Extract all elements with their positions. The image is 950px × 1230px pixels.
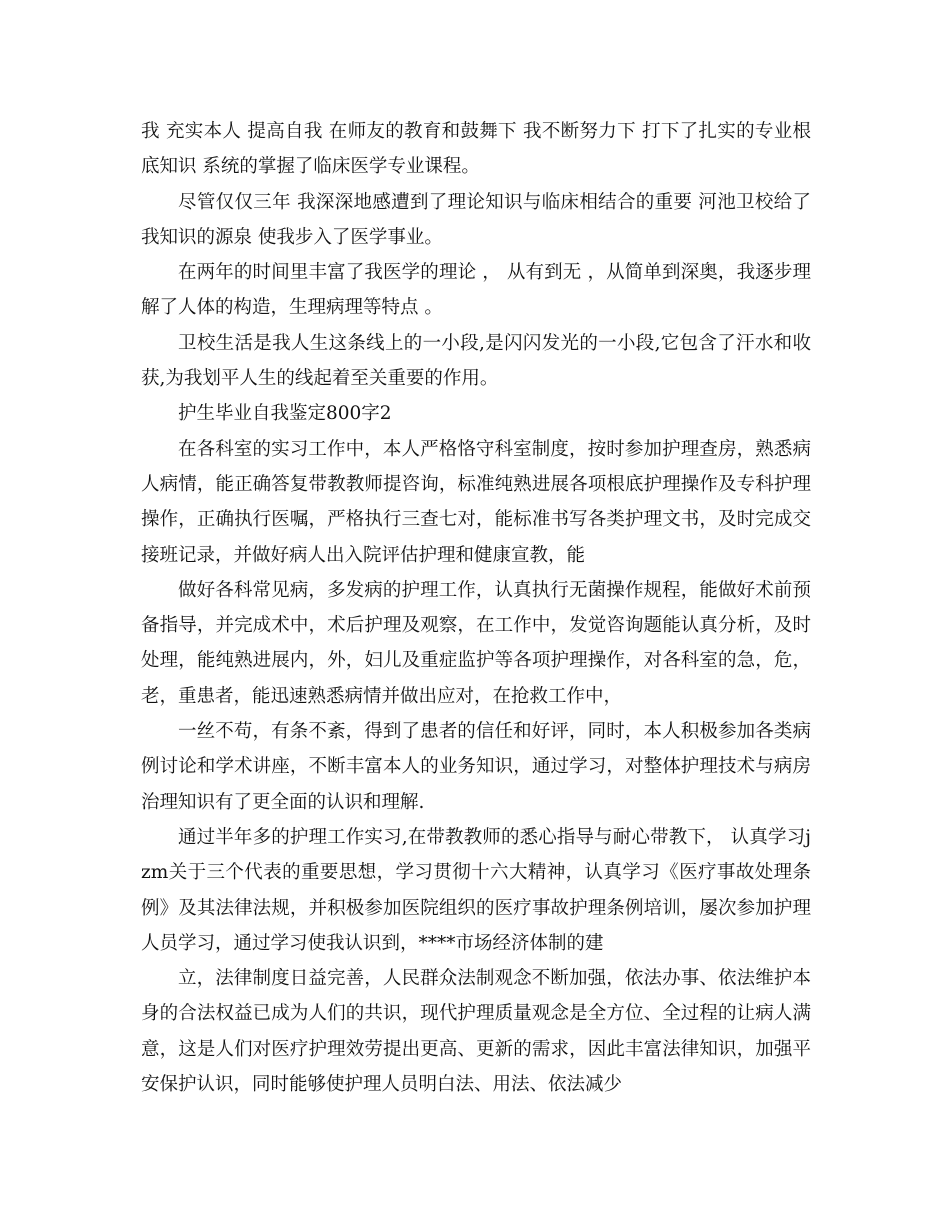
paragraph-6: 做好各科常见病，多发病的护理工作，认真执行无菌操作规程，能做好术前预备指导，并完成术中，术后护理及观察，在工作中，发觉咨询题能认真分析，及时处理，能纯熟进展内，外，妇儿及重症监护等各项护理操作，对各科室的急，危，老，重患者，能迅速熟悉病情并做出应对，在抢救工作中， [141,579,811,707]
document-body [141,114,811,1102]
paragraph-8: 通过半年多的护理工作实习,在带教教师的悉心指导与耐心带教下， 认真学习jzm关于三个代表的重要思想，学习贯彻十六大精神，认真学习《医疗事故处理条例》及其法律法规，并积极参加医院组织的医疗事故护理条例培训，屡次参加护理人员学习，通过学习使我认识到，****市场经济体制的建 [141,826,811,954]
paragraph-3: 在两年的时间里丰富了我医学的理论 ， 从有到无 ，从简单到深奥，我逐步理解了人体的构造，生理病理等特点 。 [141,262,811,319]
paragraph-9: 立，法律制度日益完善，人民群众法制观念不断加强，依法办事、依法维护本身的合法权益已成为人们的共识，现代护理质量观念是全方位、全过程的让病人满意，这是人们对医疗护理效劳提出更高、更新的需求，因此丰富法律知识，加强平安保护认识，同时能够使护理人员明白法、用法、依法减少 [141,968,811,1096]
paragraph-2: 尽管仅仅三年 我深深地感遭到了理论知识与临床相结合的重要 河池卫校给了我知识的源泉 使我步入了医学事业。 [141,191,811,248]
paragraph-1: 我 充实本人 提高自我 在师友的教育和鼓舞下 我不断努力下 打下了扎实的专业根底知识 系统的掌握了临床医学专业课程。 [141,121,811,178]
section-heading: 护生毕业自我鉴定800字2 [178,403,392,425]
paragraph-7: 一丝不苟，有条不紊，得到了患者的信任和好评，同时，本人积极参加各类病例讨论和学术讲座，不断丰富本人的业务知识，通过学习，对整体护理技术与病房治理知识有了更全面的认识和理解. [141,721,811,813]
paragraph-4: 卫校生活是我人生这条线上的一小段,是闪闪发光的一小段,它包含了汗水和收获,为我划平人生的线起着至关重要的作用。 [141,332,811,390]
paragraph-5: 在各科室的实习工作中，本人严格恪守科室制度，按时参加护理查房，熟悉病人病情，能正确答复带教教师提咨询，标准纯熟进展各项根底护理操作及专科护理操作，正确执行医嘱，严格执行三查七对，能标准书写各类护理文书，及时完成交接班记录，并做好病人出入院评估护理和健康宣教，能 [141,438,811,566]
